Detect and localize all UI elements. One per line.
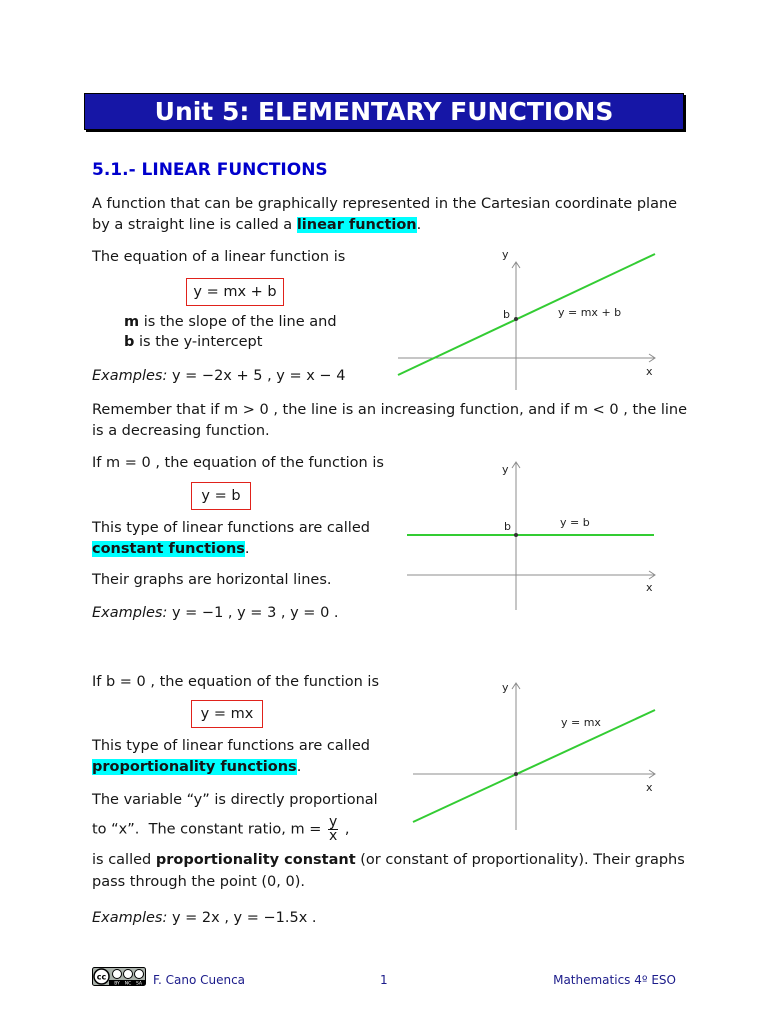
constant-text-after: (or constant of proportionality). Their graphs xyxy=(355,852,685,868)
examples-label: Examples: xyxy=(92,910,168,926)
origin-line: pass through the point (0, 0). xyxy=(92,874,305,890)
remember-line-2: is a decreasing function. xyxy=(92,423,270,439)
footer-author: F. Cano Cuenca xyxy=(153,973,246,987)
graph-proportional-function xyxy=(406,677,664,833)
y-axis-label: y xyxy=(502,463,509,476)
line-label: y = mx + b xyxy=(558,306,622,319)
ratio-end: , xyxy=(340,821,350,838)
origin-point xyxy=(514,772,518,776)
remember-line-1: Remember that if m > 0 , the line is an increasing function, and if m < 0 , the line xyxy=(92,402,688,418)
line-label: y = b xyxy=(560,516,590,529)
y-axis-label: y xyxy=(502,248,509,261)
slope-text: is the slope of the line and xyxy=(139,314,337,330)
examples-label: Examples: xyxy=(92,605,168,621)
x-axis-label: x xyxy=(646,781,653,794)
constant-term-period: . xyxy=(244,541,250,557)
constant-term-line xyxy=(92,539,250,559)
unit-title-bar xyxy=(84,93,684,130)
slope-term: m xyxy=(124,314,140,330)
graph-constant-function xyxy=(400,458,664,614)
ratio-line xyxy=(92,816,349,843)
proportionality-constant-term: proportionality constant xyxy=(155,852,356,868)
equation-intro: The equation of a linear function is xyxy=(92,249,346,265)
x-axis-label: x xyxy=(646,365,653,378)
attribution-icon xyxy=(113,970,122,979)
examples-constant xyxy=(92,603,339,623)
noncommercial-icon xyxy=(124,970,133,979)
proportional-term-line xyxy=(92,757,301,777)
slope-definition xyxy=(124,312,337,332)
examples-label: Examples: xyxy=(92,368,168,384)
graph-linear-function xyxy=(392,244,664,394)
section-heading: 5.1.- LINEAR FUNCTIONS xyxy=(92,160,328,180)
intercept-definition xyxy=(124,332,262,352)
examples-values: y = 2x , y = −1.5x . xyxy=(167,910,317,926)
proportional-condition: If b = 0 , the equation of the function is xyxy=(92,674,380,690)
constant-graphs-note: Their graphs are horizontal lines. xyxy=(92,572,332,588)
function-line xyxy=(413,710,655,822)
examples-values: y = −1 , y = 3 , y = 0 . xyxy=(167,605,339,621)
ratio-fraction xyxy=(328,816,338,843)
intro-line-2 xyxy=(92,215,421,235)
intercept-term: b xyxy=(124,334,135,350)
intro-period: . xyxy=(416,217,422,233)
intercept-text: is the y-intercept xyxy=(134,334,263,350)
fraction-numerator: y xyxy=(328,814,338,830)
proportional-term-period: . xyxy=(296,759,302,775)
proportionality-constant-line xyxy=(92,850,685,870)
equation-box-linear: y = mx + b xyxy=(186,278,284,306)
constant-condition: If m = 0 , the equation of the function is xyxy=(92,455,384,471)
line-label: y = mx xyxy=(561,716,601,729)
highlighted-term-constant-functions: constant functions xyxy=(92,541,245,557)
intro-text: by a straight line is called a xyxy=(92,217,297,233)
intercept-label: b xyxy=(504,520,511,533)
equation-box-proportional: y = mx xyxy=(191,700,263,728)
share-alike-icon xyxy=(135,970,144,979)
highlighted-term-linear-function: linear function xyxy=(296,217,417,233)
variable-line: The variable “y” is directly proportional xyxy=(92,792,378,808)
fraction-denominator: x xyxy=(328,828,338,844)
examples-proportional xyxy=(92,908,317,928)
constant-called: This type of linear functions are called xyxy=(92,520,370,536)
equation-box-constant: y = b xyxy=(191,482,251,510)
badge-term-nc: NC xyxy=(124,981,132,986)
x-axis-label: x xyxy=(646,581,653,594)
footer-course: Mathematics 4º ESO xyxy=(553,973,676,987)
examples-values: y = −2x + 5 , y = x − 4 xyxy=(167,368,346,384)
intercept-label: b xyxy=(503,308,510,321)
intro-line-1: A function that can be graphically represented in the Cartesian coordinate plane xyxy=(92,196,678,212)
y-intercept-point xyxy=(514,533,518,537)
constant-text-before: is called xyxy=(92,852,156,868)
y-axis-label: y xyxy=(502,681,509,694)
proportional-called: This type of linear functions are called xyxy=(92,738,370,754)
y-intercept-point xyxy=(514,317,518,321)
cc-logo-text: cc xyxy=(96,972,107,982)
badge-term-by: BY xyxy=(114,981,120,986)
examples-linear xyxy=(92,366,345,386)
highlighted-term-proportionality-functions: proportionality functions xyxy=(92,759,297,775)
ratio-text: to “x”. The constant ratio, m = xyxy=(92,821,326,838)
badge-term-sa: SA xyxy=(135,981,143,986)
unit-title: Unit 5: ELEMENTARY FUNCTIONS xyxy=(154,97,614,126)
cc-license-badge xyxy=(92,967,146,986)
footer-page-number: 1 xyxy=(380,973,388,987)
